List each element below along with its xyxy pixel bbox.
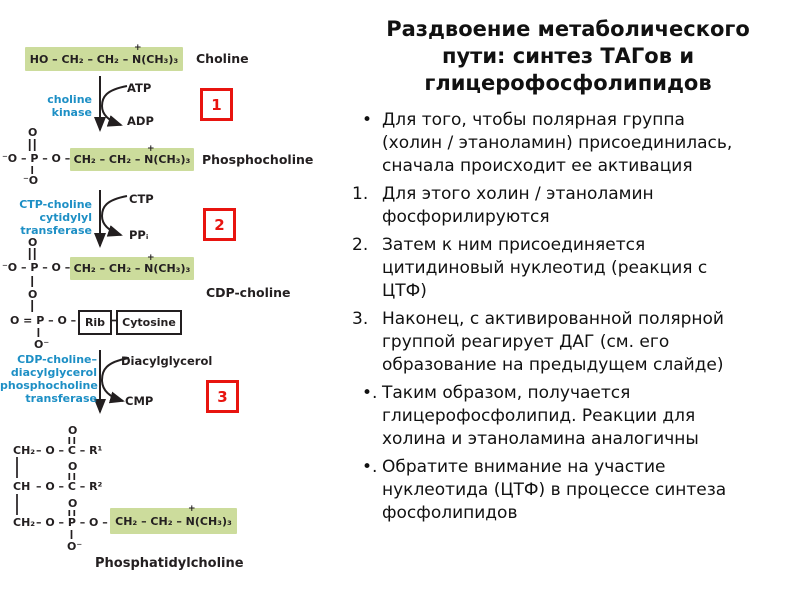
bullet-marker: •. (362, 457, 378, 477)
enzyme-line: diacylglycerol (10, 366, 97, 379)
bullet-item (352, 234, 794, 303)
glycerol-c1: CH₂ (13, 444, 36, 457)
enzyme-line: cytidylyl (39, 211, 92, 224)
bullet-text: Затем к ним присоединяется цитидиновый нуклеотид (реакция с ЦТФ) (382, 235, 708, 301)
cdp-choline-highlight (70, 253, 194, 280)
oxygen-minus-atom: O⁻ (67, 540, 83, 553)
charge-plus: + (188, 504, 196, 514)
cdp-choline-label: CDP-choline (206, 285, 291, 300)
cytosine-label: Cytosine (122, 316, 176, 329)
bullet-item (352, 109, 794, 178)
enzyme-line: CDP-choline– (17, 353, 97, 366)
enzyme-line: CTP-choline (19, 198, 92, 211)
bullet-marker: •. (362, 383, 378, 403)
bullet-text: Для того, чтобы полярная группа (холин / этаноламин) присоединилась, сначала происходит ее активация (382, 110, 733, 176)
oxygen-atom: O (28, 236, 38, 249)
phosphate-row: ⁻O – P – O – (2, 152, 71, 165)
enzyme-cdp-choline-dag-phosphocholine-transferase (0, 353, 97, 405)
bullet-marker: 1. (352, 184, 369, 204)
enzyme-line: transferase (20, 224, 92, 237)
title-line: пути: синтез ТАГов и (441, 44, 695, 68)
diacylglycerol-label: Diacylglycerol (121, 354, 213, 368)
atp-label: ATP (127, 81, 152, 95)
phosphocholine-highlight (70, 144, 194, 171)
text-column (342, 16, 794, 530)
cholinyl-formula: CH₂ – CH₂ – N(CH₃)₃ (115, 514, 232, 528)
title-line: Раздвоение метаболического (386, 17, 750, 41)
step-2-badge (203, 208, 236, 241)
step-number: 1 (211, 95, 222, 114)
choline-label: Choline (196, 51, 249, 66)
oxygen-atom: O (28, 288, 38, 301)
bullet-text: Для этого холин / этаноламин фосфорилируются (382, 184, 654, 227)
ribose-label: Rib (84, 316, 106, 329)
step-1-badge (200, 88, 233, 121)
ppi-label: PPᵢ (129, 228, 149, 242)
oxygen-minus-atom: ⁻O (23, 174, 39, 187)
charge-plus: + (147, 253, 155, 263)
bullet-marker: 2. (352, 235, 369, 255)
choline-formula: HO – CH₂ – CH₂ – N(CH₃)₃ (29, 52, 179, 66)
phosphocholine-label: Phosphocholine (202, 152, 314, 167)
cholinyl-formula: CH₂ – CH₂ – N(CH₃)₃ (73, 262, 191, 275)
oxygen-atom: O (68, 424, 78, 437)
charge-plus: + (134, 43, 142, 53)
oxygen-atom: O (28, 126, 38, 139)
bullet-item (352, 183, 794, 229)
second-phosphate-row: O = P – O – (10, 314, 77, 327)
enzyme-choline-kinase (18, 93, 92, 119)
charge-plus: + (147, 144, 155, 154)
bullet-item (352, 456, 794, 525)
oxygen-minus-atom: O⁻ (34, 338, 50, 351)
bullet-marker: 3. (352, 309, 369, 329)
step-3-badge (206, 380, 239, 413)
enzyme-line: transferase (25, 392, 97, 405)
ctp-label: CTP (129, 192, 154, 206)
cmp-label: CMP (125, 394, 154, 408)
bullet-list (342, 109, 794, 525)
phosphate-chain-3: – O – P – O – (36, 516, 108, 529)
pc-choline-highlight (110, 504, 237, 534)
bullet-text: Наконец, с активированной полярной группой реагирует ДАГ (см. его образование на предыдущем слайде) (382, 309, 724, 375)
enzyme-line: kinase (51, 106, 92, 119)
oxygen-atom: O (68, 497, 78, 510)
glycerol-c3: CH₂ (13, 516, 36, 529)
bullet-item (352, 382, 794, 451)
cholinyl-formula: CH₂ – CH₂ – N(CH₃)₃ (73, 153, 191, 166)
choline-highlight (25, 43, 183, 71)
enzyme-ctp-choline-cytidylyl-transferase (4, 198, 92, 237)
slide-title (342, 16, 794, 97)
ribose-box (78, 310, 112, 335)
step-number: 2 (214, 215, 225, 234)
bullet-item (352, 308, 794, 377)
bullet-marker: • (362, 110, 373, 130)
ester-chain-2: – O – C – R² (36, 480, 103, 493)
enzyme-line: choline (47, 93, 92, 106)
ester-chain-1: – O – C – R¹ (36, 444, 103, 457)
glycerol-c2: CH (13, 480, 31, 493)
step-number: 3 (217, 387, 228, 406)
oxygen-atom: O (68, 460, 78, 473)
cytosine-box (116, 310, 182, 335)
bullet-text: Таким образом, получается глицерофосфолипид. Реакции для холина и этаноламина аналогичны (382, 383, 699, 449)
bullet-text: Обратите внимание на участие нуклеотида (ЦТФ) в процессе синтеза фосфолипидов (382, 457, 727, 523)
phosphatidylcholine-label: Phosphatidylcholine (95, 556, 244, 571)
adp-label: ADP (127, 114, 154, 128)
enzyme-line: phosphocholine (0, 379, 98, 392)
title-line: глицерофосфолипидов (424, 71, 712, 95)
phosphate-row: ⁻O – P – O – (2, 261, 71, 274)
